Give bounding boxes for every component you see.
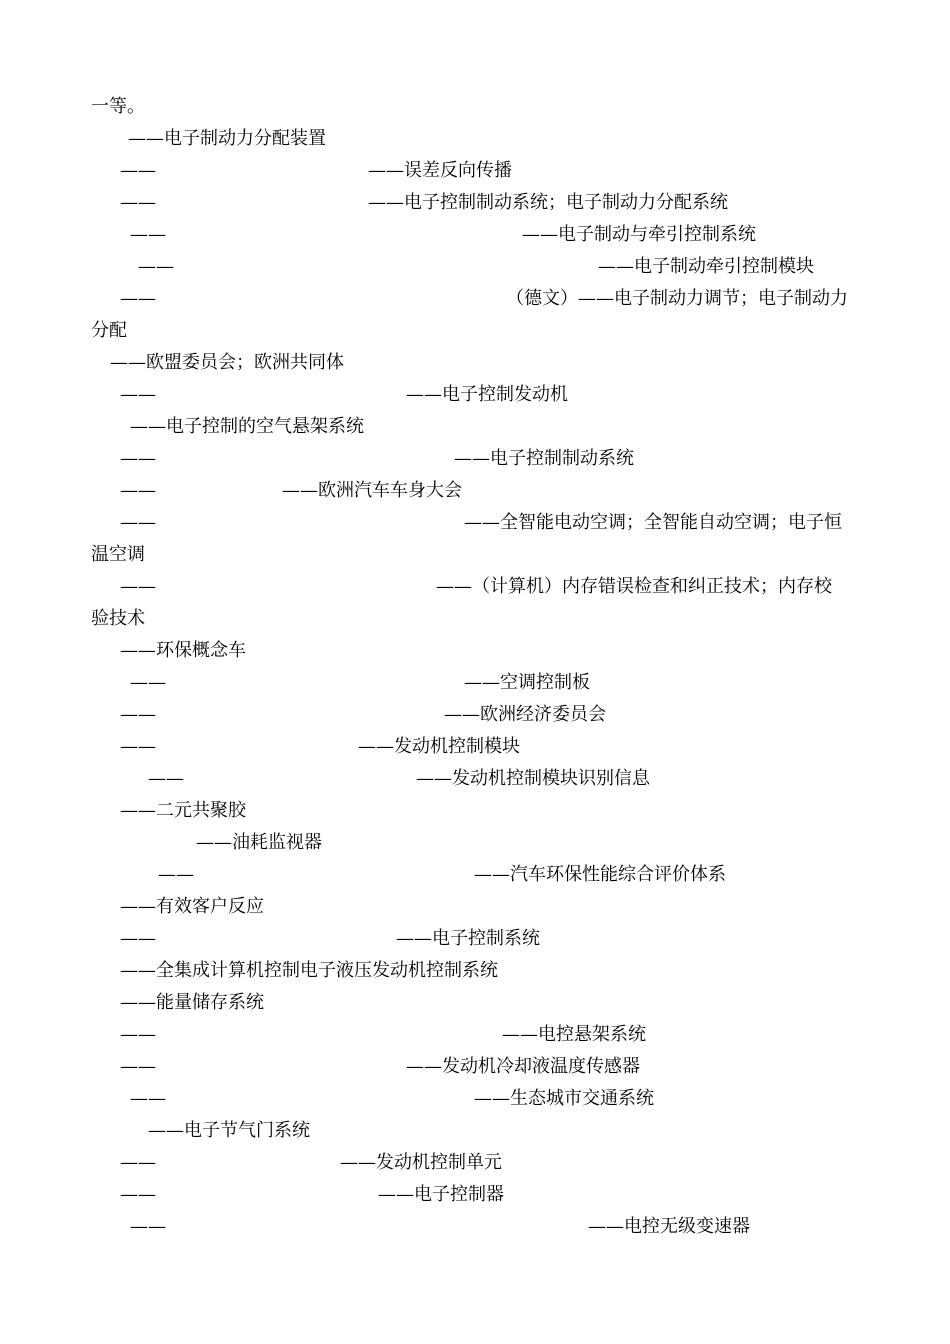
- text-line: ——电子控制发动机: [406, 384, 568, 405]
- text-line: ——: [120, 480, 156, 501]
- text-line: 温空调: [91, 544, 145, 565]
- text-line: ——欧洲经济委员会: [444, 704, 606, 725]
- text-line: ——能量储存系统: [120, 992, 264, 1013]
- text-line: ——: [158, 864, 194, 885]
- text-line: ——电子制动与牵引控制系统: [522, 224, 756, 245]
- text-line: ——电子控制器: [378, 1184, 504, 1205]
- text-line: ——电子节气门系统: [148, 1120, 310, 1141]
- text-line: ——: [120, 1152, 156, 1173]
- text-line: ——: [138, 256, 174, 277]
- text-line: ——: [120, 288, 156, 309]
- text-line: ——电子控制制动系统；电子制动力分配系统: [368, 192, 728, 213]
- text-line: ——欧盟委员会；欧洲共同体: [110, 352, 344, 373]
- text-line: ——: [120, 1184, 156, 1205]
- text-line: ——电子制动牵引控制模块: [598, 256, 814, 277]
- text-line: ——生态城市交通系统: [474, 1088, 654, 1109]
- text-line: ——发动机控制模块: [358, 736, 520, 757]
- text-line: ——: [120, 576, 156, 597]
- text-line: ——: [120, 1056, 156, 1077]
- text-line: ——: [120, 736, 156, 757]
- text-line: ——电子制动力分配装置: [128, 128, 326, 149]
- text-line: ——电控无级变速器: [588, 1216, 750, 1237]
- text-line: 一等。: [91, 96, 145, 117]
- text-line: ——: [120, 928, 156, 949]
- text-line: ——: [130, 1088, 166, 1109]
- text-line: ——: [120, 1024, 156, 1045]
- text-line: ——发动机冷却液温度传感器: [406, 1056, 640, 1077]
- text-line: ——电子控制系统: [396, 928, 540, 949]
- text-line: ——欧洲汽车车身大会: [282, 480, 462, 501]
- text-line: ——（计算机）内存错误检查和纠正技术；内存校: [436, 576, 832, 597]
- text-line: ——汽车环保性能综合评价体系: [474, 864, 726, 885]
- text-line: ——: [130, 672, 166, 693]
- text-line: ——: [130, 1216, 166, 1237]
- text-line: ——环保概念车: [120, 640, 246, 661]
- text-line: ——误差反向传播: [368, 160, 512, 181]
- text-line: 验技术: [91, 608, 145, 629]
- text-line: ——有效客户反应: [120, 896, 264, 917]
- text-line: ——: [120, 704, 156, 725]
- text-line: ——: [120, 448, 156, 469]
- text-line: ——全集成计算机控制电子液压发动机控制系统: [120, 960, 498, 981]
- text-line: ——二元共聚胶: [120, 800, 246, 821]
- text-line: ——: [148, 768, 184, 789]
- text-line: ——油耗监视器: [196, 832, 322, 853]
- text-line: （德文）——电子制动力调节；电子制动力: [506, 288, 848, 309]
- text-line: 分配: [91, 320, 127, 341]
- text-line: ——: [120, 192, 156, 213]
- text-line: ——电控悬架系统: [502, 1024, 646, 1045]
- text-line: ——: [120, 384, 156, 405]
- text-line: ——: [120, 160, 156, 181]
- text-line: ——空调控制板: [464, 672, 590, 693]
- text-line: ——发动机控制模块识别信息: [416, 768, 650, 789]
- text-line: ——: [130, 224, 166, 245]
- text-line: ——电子控制制动系统: [454, 448, 634, 469]
- text-line: ——发动机控制单元: [340, 1152, 502, 1173]
- text-line: ——全智能电动空调；全智能自动空调；电子恒: [464, 512, 842, 533]
- text-line: ——: [120, 512, 156, 533]
- text-line: ——电子控制的空气悬架系统: [130, 416, 364, 437]
